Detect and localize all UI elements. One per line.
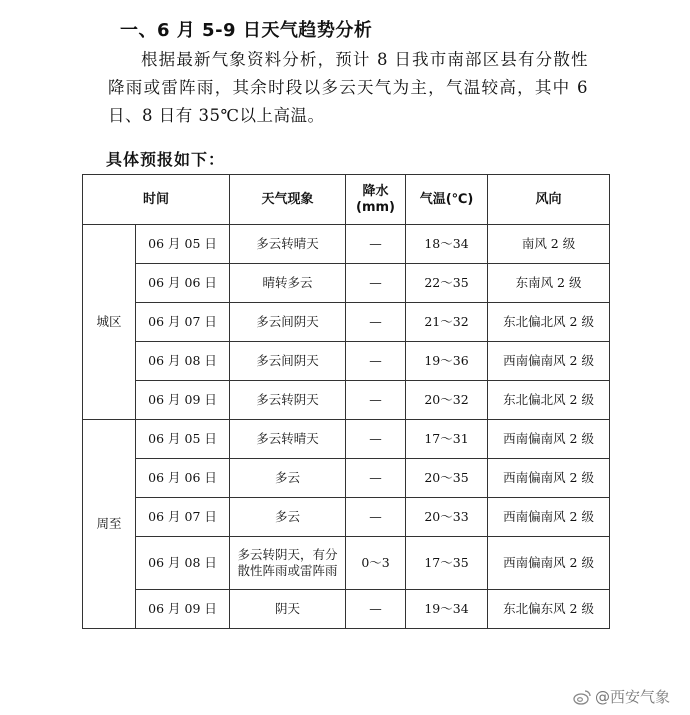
temp-cell: 17～35 <box>406 537 488 590</box>
temp-cell: 21～32 <box>406 303 488 342</box>
temp-cell: 20～33 <box>406 498 488 537</box>
temp-cell: 22～35 <box>406 264 488 303</box>
watermark <box>573 686 670 707</box>
precip-cell: — <box>346 459 406 498</box>
date-cell: 06 月 09 日 <box>136 590 230 629</box>
date-cell: 06 月 07 日 <box>136 498 230 537</box>
wind-cell: 南风 2 级 <box>488 225 610 264</box>
precip-cell: — <box>346 303 406 342</box>
table-row <box>83 590 610 629</box>
precip-cell: — <box>346 381 406 420</box>
section-heading: 一、6 月 5-9 日天气趋势分析 <box>120 20 373 41</box>
precip-cell: — <box>346 342 406 381</box>
table-row <box>83 498 610 537</box>
precip-cell: — <box>346 498 406 537</box>
temp-cell: 20～32 <box>406 381 488 420</box>
wind-cell: 西南偏南风 2 级 <box>488 537 610 590</box>
precip-cell: — <box>346 590 406 629</box>
precip-cell: — <box>346 420 406 459</box>
wind-cell: 东北偏北风 2 级 <box>488 381 610 420</box>
wind-cell: 东南风 2 级 <box>488 264 610 303</box>
table-row <box>83 342 610 381</box>
date-cell: 06 月 07 日 <box>136 303 230 342</box>
weather-cell: 晴转多云 <box>230 264 346 303</box>
weather-cell: 阴天 <box>230 590 346 629</box>
wind-cell: 西南偏南风 2 级 <box>488 459 610 498</box>
weibo-icon <box>573 689 591 705</box>
header-precip: 降水(mm) <box>346 175 406 225</box>
temp-cell: 19～36 <box>406 342 488 381</box>
wind-cell: 西南偏南风 2 级 <box>488 498 610 537</box>
temp-cell: 17～31 <box>406 420 488 459</box>
region-cell: 城区 <box>83 225 136 420</box>
header-time: 时间 <box>83 175 230 225</box>
weather-cell: 多云间阴天 <box>230 342 346 381</box>
table-row <box>83 303 610 342</box>
forecast-table <box>82 174 610 629</box>
date-cell: 06 月 08 日 <box>136 537 230 590</box>
weather-cell: 多云转阴天 <box>230 381 346 420</box>
date-cell: 06 月 06 日 <box>136 264 230 303</box>
date-cell: 06 月 08 日 <box>136 342 230 381</box>
weather-cell: 多云 <box>230 498 346 537</box>
table-row <box>83 459 610 498</box>
table-row <box>83 264 610 303</box>
table-row <box>83 225 610 264</box>
date-cell: 06 月 09 日 <box>136 381 230 420</box>
wind-cell: 西南偏南风 2 级 <box>488 342 610 381</box>
wind-cell: 东北偏东风 2 级 <box>488 590 610 629</box>
date-cell: 06 月 05 日 <box>136 225 230 264</box>
date-cell: 06 月 06 日 <box>136 459 230 498</box>
precip-cell: — <box>346 264 406 303</box>
temp-cell: 18～34 <box>406 225 488 264</box>
weather-cell: 多云 <box>230 459 346 498</box>
date-cell: 06 月 05 日 <box>136 420 230 459</box>
wind-cell: 西南偏南风 2 级 <box>488 420 610 459</box>
table-row <box>83 381 610 420</box>
weather-cell: 多云转阴天，有分散性阵雨或雷阵雨 <box>230 537 346 590</box>
header-temp: 气温(℃) <box>406 175 488 225</box>
precip-cell: 0～3 <box>346 537 406 590</box>
temp-cell: 19～34 <box>406 590 488 629</box>
precip-cell: — <box>346 225 406 264</box>
table-row <box>83 420 610 459</box>
table-header-row <box>83 175 610 225</box>
forecast-subheading: 具体预报如下： <box>106 150 226 169</box>
table-row <box>83 537 610 590</box>
wind-cell: 东北偏北风 2 级 <box>488 303 610 342</box>
header-weather: 天气现象 <box>230 175 346 225</box>
forecast-summary-paragraph: 根据最新气象资料分析，预计 8 日我市南部区县有分散性降雨或雷阵雨，其余时段以多云天气为主，气温较高，其中 6 日、8 日有 35℃以上高温。 <box>108 50 588 125</box>
watermark-text: @西安气象 <box>594 688 670 706</box>
temp-cell: 20～35 <box>406 459 488 498</box>
weather-cell: 多云转晴天 <box>230 225 346 264</box>
weather-cell: 多云间阴天 <box>230 303 346 342</box>
header-wind: 风向 <box>488 175 610 225</box>
weather-cell: 多云转晴天 <box>230 420 346 459</box>
region-cell: 周至 <box>83 420 136 629</box>
